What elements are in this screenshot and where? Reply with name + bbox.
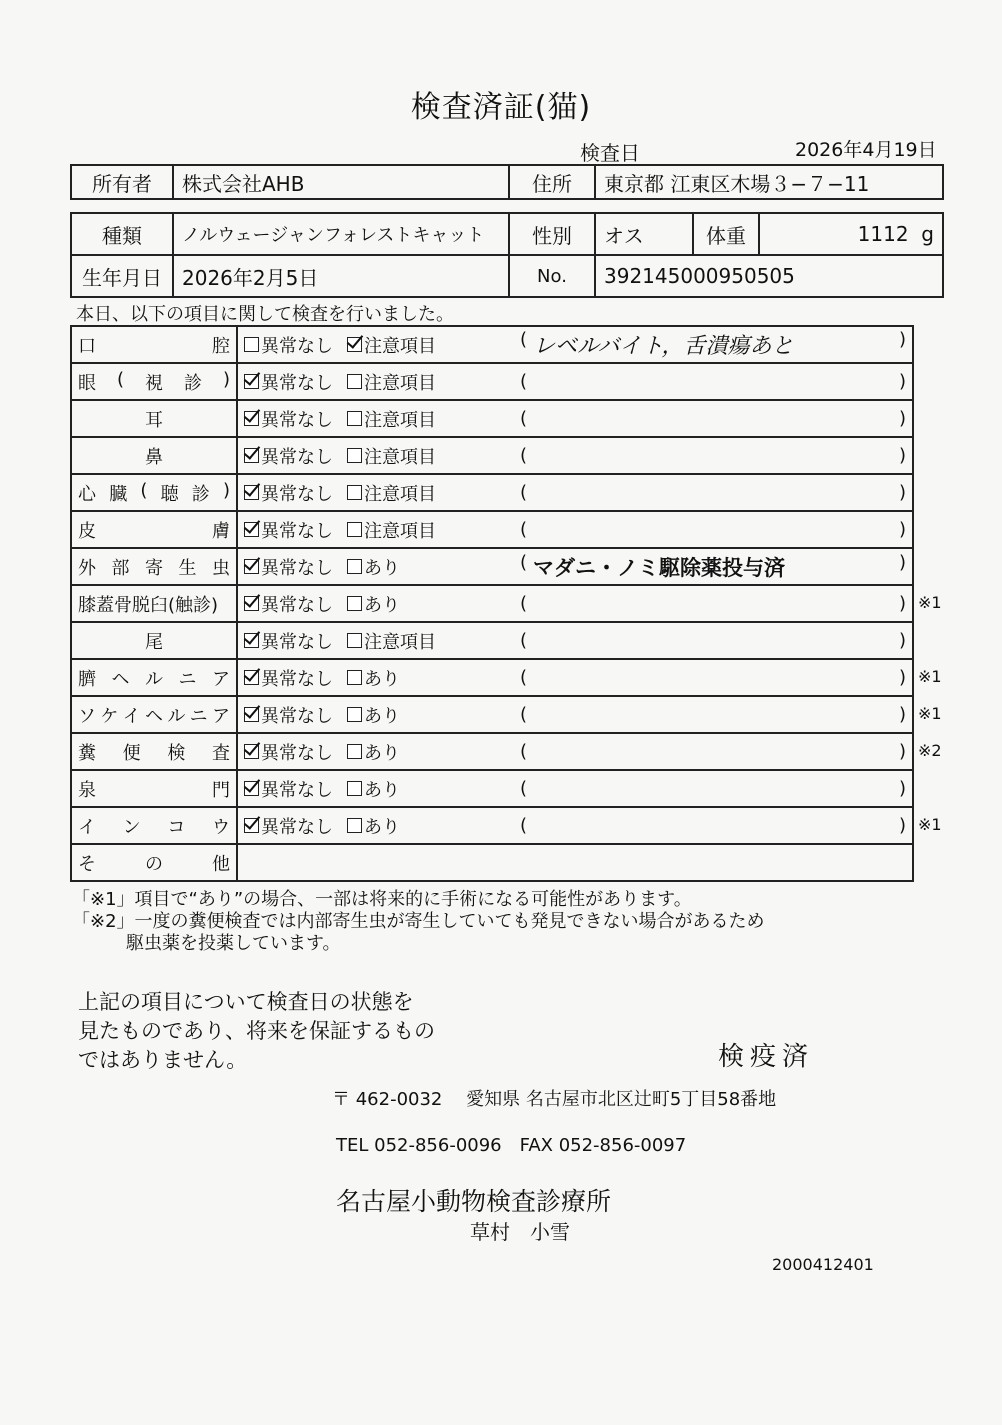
checkbox-normal-label: 異常なし xyxy=(261,557,333,579)
note-text xyxy=(527,630,899,651)
row-note xyxy=(514,622,913,659)
row-item-char: 検 xyxy=(167,742,186,764)
checkbox-flag[interactable] xyxy=(347,406,436,432)
open-paren: ( xyxy=(520,704,528,725)
row-item xyxy=(71,770,237,807)
row-item-char: ル xyxy=(145,668,163,690)
checkbox-flag-box[interactable] xyxy=(347,670,362,685)
sex-value: オス xyxy=(595,213,693,255)
checkbox-normal-label: 異常なし xyxy=(261,483,333,505)
row-note xyxy=(514,585,913,622)
row-note xyxy=(514,770,913,807)
note-text xyxy=(527,408,899,429)
checkbox-flag[interactable] xyxy=(347,443,436,469)
checkbox-flag-label: あり xyxy=(364,779,400,801)
note-text xyxy=(527,593,899,614)
checkbox-flag-box[interactable] xyxy=(347,633,362,648)
table-row xyxy=(71,437,913,474)
footnote-mark: ※2 xyxy=(918,741,942,760)
checkbox-flag[interactable] xyxy=(347,739,400,765)
row-checks xyxy=(237,511,514,548)
table-row xyxy=(71,696,913,733)
checkbox-normal-box[interactable] xyxy=(244,485,259,500)
row-item-char: 便 xyxy=(122,742,141,764)
row-item-char: 虫 xyxy=(212,557,230,579)
staff-name: 草村 小雪 xyxy=(470,1220,570,1244)
checkbox-normal-box[interactable] xyxy=(244,596,259,611)
open-paren: ( xyxy=(520,519,528,540)
close-paren: ) xyxy=(898,329,906,350)
weight-value: 1112 xyxy=(857,222,909,246)
checkbox-normal-box[interactable] xyxy=(244,559,259,574)
row-item-char: 膝蓋骨脱臼(触診) xyxy=(78,594,219,616)
row-item-char: 診 xyxy=(183,372,202,394)
row-checks xyxy=(237,770,514,807)
footnote-mark: ※1 xyxy=(918,593,942,612)
row-item-char: 臍 xyxy=(78,668,96,690)
disclaimer-line-3: ではありません。 xyxy=(78,1048,248,1072)
row-item-label xyxy=(78,591,230,617)
inspection-table xyxy=(70,325,914,882)
row-item xyxy=(71,400,237,437)
open-paren: ( xyxy=(520,408,528,429)
row-item-char: ヘ xyxy=(111,668,130,690)
table-row xyxy=(71,622,913,659)
checkbox-flag-box[interactable] xyxy=(347,818,362,833)
checkbox-normal-label: 異常なし xyxy=(261,520,333,542)
row-item-label xyxy=(78,850,230,876)
disclaimer xyxy=(78,988,435,1075)
checkbox-normal-label: 異常なし xyxy=(261,742,333,764)
row-item xyxy=(71,326,237,363)
checkbox-normal-box[interactable] xyxy=(244,670,259,685)
table-row xyxy=(71,326,913,363)
number-value: 392145000950505 xyxy=(595,255,943,297)
row-item-label xyxy=(78,628,230,654)
checkbox-flag-box[interactable] xyxy=(347,522,362,537)
checkbox-flag-box[interactable] xyxy=(347,448,362,463)
note-text xyxy=(527,667,899,688)
close-paren: ) xyxy=(898,371,906,392)
table-row xyxy=(71,770,913,807)
note-text: マダニ・ノミ駆除薬投与済 xyxy=(533,555,786,580)
table-row xyxy=(71,400,913,437)
row-item xyxy=(71,622,237,659)
checkbox-normal[interactable] xyxy=(244,813,333,839)
row-checks xyxy=(237,474,514,511)
row-item-label xyxy=(78,554,230,580)
row-checks xyxy=(237,437,514,474)
row-note xyxy=(514,548,913,585)
row-note xyxy=(514,807,913,844)
checkbox-normal[interactable] xyxy=(244,517,333,543)
checkbox-normal[interactable] xyxy=(244,665,333,691)
row-item-char: ア xyxy=(211,705,230,727)
checkbox-flag[interactable] xyxy=(347,776,400,802)
clinic-name: 名古屋小動物検査診療所 xyxy=(336,1187,612,1216)
document-number: 2000412401 xyxy=(772,1255,874,1274)
close-paren: ) xyxy=(898,630,906,651)
row-item-char: ) xyxy=(222,479,230,501)
row-item-char: コ xyxy=(167,816,186,838)
row-item-label xyxy=(78,332,230,358)
open-paren: ( xyxy=(520,371,528,392)
checkbox-flag[interactable] xyxy=(347,702,400,728)
footnote-2-line-1: 「※2」一度の糞便検査では内部寄生虫が寄生していても発見できない場合があるため xyxy=(72,911,765,932)
close-paren: ) xyxy=(898,445,906,466)
owner-table xyxy=(70,164,944,200)
row-item-char: ウ xyxy=(211,816,230,838)
checkbox-flag-box[interactable] xyxy=(347,374,362,389)
table-row xyxy=(71,548,913,585)
note-text xyxy=(527,371,899,392)
checkbox-flag-box[interactable] xyxy=(347,744,362,759)
row-item xyxy=(71,548,237,585)
checkbox-flag[interactable] xyxy=(347,628,436,654)
footnote-2-line-2: 駆虫薬を投薬しています。 xyxy=(126,933,341,954)
open-paren: ( xyxy=(520,593,528,614)
footnote-2 xyxy=(72,911,765,955)
open-paren: ( xyxy=(520,445,528,466)
table-row xyxy=(71,363,913,400)
row-item-char: ヘ xyxy=(144,705,163,727)
row-note xyxy=(514,437,913,474)
row-item-label xyxy=(78,406,230,432)
open-paren: ( xyxy=(520,551,528,573)
row-item-char: ル xyxy=(167,705,186,727)
note-text xyxy=(527,778,899,799)
row-item-char: ( xyxy=(140,479,148,501)
footnote-mark: ※1 xyxy=(918,667,942,686)
row-item-char: 他 xyxy=(212,853,230,875)
checkbox-normal-box[interactable] xyxy=(244,337,259,352)
checkbox-normal[interactable] xyxy=(244,480,333,506)
breed-value: ノルウェージャンフォレストキャット xyxy=(173,213,509,255)
row-item-label xyxy=(78,369,230,395)
checkbox-flag-label: 注意項目 xyxy=(364,520,436,542)
row-item-label xyxy=(78,480,230,506)
note-text: レベルバイト，舌潰瘍あと xyxy=(533,334,794,359)
breed-label: 種類 xyxy=(71,213,173,255)
checkbox-flag-label: 注意項目 xyxy=(364,335,436,357)
checkbox-normal-box[interactable] xyxy=(244,744,259,759)
row-checks xyxy=(237,585,514,622)
row-item-char: ソ xyxy=(78,705,96,727)
row-item xyxy=(71,585,237,622)
checkbox-flag-box[interactable] xyxy=(347,337,362,352)
close-paren: ) xyxy=(898,815,906,836)
row-item xyxy=(71,733,237,770)
row-item-label xyxy=(78,739,230,765)
close-paren: ) xyxy=(898,778,906,799)
checkbox-flag-label: あり xyxy=(364,816,400,838)
quarantine-stamp: 検疫済 xyxy=(718,1042,815,1072)
checkbox-normal-box[interactable] xyxy=(244,448,259,463)
row-item-char: 聴 xyxy=(160,483,179,505)
inspection-date-value: 2026年4月19日 xyxy=(795,139,937,161)
row-checks xyxy=(237,363,514,400)
checkbox-flag-label: 注意項目 xyxy=(364,446,436,468)
row-item-char: そ xyxy=(78,853,96,875)
row-note xyxy=(514,659,913,696)
clinic-address: 〒 462-0032 愛知県 名古屋市北区辻町5丁目58番地 xyxy=(332,1089,777,1110)
animal-table xyxy=(70,212,944,298)
open-paren: ( xyxy=(520,778,528,799)
row-item-char: 泉 xyxy=(78,779,96,801)
row-note xyxy=(514,474,913,511)
row-checks xyxy=(237,696,514,733)
address-label: 住所 xyxy=(509,165,595,199)
weight-unit: g xyxy=(921,222,934,246)
row-item-char: ン xyxy=(122,816,141,838)
checkbox-normal[interactable] xyxy=(244,554,333,580)
checkbox-flag-label: 注意項目 xyxy=(364,409,436,431)
owner-value: 株式会社AHB xyxy=(173,165,509,199)
table-row xyxy=(71,659,913,696)
checkbox-normal-label: 異常なし xyxy=(261,372,333,394)
row-item-char: ア xyxy=(212,668,230,690)
birthdate-value: 2026年2月5日 xyxy=(173,255,509,297)
note-text xyxy=(527,704,899,725)
row-item-char: ニ xyxy=(189,705,208,727)
close-paren: ) xyxy=(898,741,906,762)
row-note xyxy=(514,733,913,770)
row-item-label xyxy=(78,443,230,469)
disclaimer-line-1: 上記の項目について検査日の状態を xyxy=(78,990,414,1014)
row-item-label xyxy=(78,776,230,802)
checkbox-normal[interactable] xyxy=(244,443,333,469)
checkbox-flag[interactable] xyxy=(347,517,436,543)
open-paren: ( xyxy=(520,667,528,688)
checkbox-normal[interactable] xyxy=(244,406,333,432)
table-row xyxy=(71,733,913,770)
row-item-char: ケ xyxy=(100,705,119,727)
row-item xyxy=(71,511,237,548)
checkbox-flag[interactable] xyxy=(347,480,436,506)
open-paren: ( xyxy=(520,815,528,836)
checkbox-normal-box[interactable] xyxy=(244,633,259,648)
page-title: 検査済証(猫) xyxy=(410,90,592,125)
close-paren: ) xyxy=(898,408,906,429)
checkbox-flag-label: あり xyxy=(364,668,400,690)
checkbox-normal[interactable] xyxy=(244,702,333,728)
row-item-char: 口 xyxy=(78,335,96,357)
checkbox-flag[interactable] xyxy=(347,369,436,395)
checkbox-normal-label: 異常なし xyxy=(261,705,333,727)
weight-label: 体重 xyxy=(693,213,759,255)
checkbox-normal-label: 異常なし xyxy=(261,779,333,801)
checkbox-flag-label: 注意項目 xyxy=(364,372,436,394)
checkbox-flag-box[interactable] xyxy=(347,596,362,611)
row-item xyxy=(71,474,237,511)
birthdate-label: 生年月日 xyxy=(71,255,173,297)
row-item-char: ニ xyxy=(178,668,197,690)
row-checks xyxy=(237,400,514,437)
address-value: 東京都 江東区木場３−７−11 xyxy=(595,165,943,199)
table-row xyxy=(71,585,913,622)
note-text xyxy=(527,741,899,762)
checkbox-flag-label: 注意項目 xyxy=(364,631,436,653)
row-item xyxy=(71,844,237,881)
note-text xyxy=(527,519,899,540)
checkbox-normal-box[interactable] xyxy=(244,818,259,833)
row-item xyxy=(71,659,237,696)
table-row xyxy=(71,474,913,511)
row-item-char: 外 xyxy=(78,557,96,579)
open-paren: ( xyxy=(520,329,528,350)
note-text xyxy=(527,445,899,466)
footnote-mark: ※1 xyxy=(918,815,942,834)
table-row-other xyxy=(71,844,913,881)
row-item-char: 門 xyxy=(212,779,230,801)
note-text xyxy=(527,482,899,503)
checkbox-flag-box[interactable] xyxy=(347,411,362,426)
row-item-char: 鼻 xyxy=(145,446,163,468)
checkbox-normal-label: 異常なし xyxy=(261,409,333,431)
open-paren: ( xyxy=(520,741,528,762)
row-item-char: 膚 xyxy=(212,520,230,542)
checkbox-flag-box[interactable] xyxy=(347,559,362,574)
checkbox-normal-label: 異常なし xyxy=(261,335,333,357)
row-checks xyxy=(237,548,514,585)
checkbox-normal[interactable] xyxy=(244,332,333,358)
row-item xyxy=(71,437,237,474)
checkbox-flag-box[interactable] xyxy=(347,781,362,796)
number-label: No. xyxy=(509,255,595,297)
owner-label: 所有者 xyxy=(71,165,173,199)
row-item-char: 心 xyxy=(78,483,96,505)
checkbox-flag[interactable] xyxy=(347,665,400,691)
checkbox-flag-box[interactable] xyxy=(347,707,362,722)
checkbox-flag[interactable] xyxy=(347,591,400,617)
row-note xyxy=(514,326,913,363)
row-other-note xyxy=(237,844,913,881)
row-item xyxy=(71,807,237,844)
checkbox-flag-label: あり xyxy=(364,705,400,727)
checkbox-flag-label: あり xyxy=(364,557,400,579)
checkbox-normal-label: 異常なし xyxy=(261,816,333,838)
row-item xyxy=(71,696,237,733)
checkbox-normal[interactable] xyxy=(244,739,333,765)
sex-label: 性別 xyxy=(509,213,595,255)
row-item xyxy=(71,363,237,400)
close-paren: ) xyxy=(898,704,906,725)
row-item-char: ) xyxy=(222,368,230,390)
row-item-char: 査 xyxy=(211,742,230,764)
checkbox-flag-label: あり xyxy=(364,594,400,616)
row-item-char: 寄 xyxy=(145,557,163,579)
checkbox-flag[interactable] xyxy=(347,554,400,580)
row-item-char: イ xyxy=(78,816,96,838)
checkbox-normal-label: 異常なし xyxy=(261,594,333,616)
row-item-char: 部 xyxy=(111,557,130,579)
row-item-label xyxy=(78,517,230,543)
row-item-char: 尾 xyxy=(145,631,163,653)
row-item-char: イ xyxy=(122,705,141,727)
footnote-1: 「※1」項目で“あり”の場合、一部は将来的に手術になる可能性があります。 xyxy=(72,889,692,910)
checkbox-flag-label: あり xyxy=(364,742,400,764)
close-paren: ) xyxy=(898,519,906,540)
row-item-char: 皮 xyxy=(78,520,96,542)
row-item-char: 糞 xyxy=(78,742,96,764)
row-item-char: 耳 xyxy=(145,409,163,431)
row-item-label xyxy=(78,813,230,839)
row-item-char: 診 xyxy=(191,483,210,505)
open-paren: ( xyxy=(520,482,528,503)
close-paren: ) xyxy=(898,667,906,688)
checkbox-normal-label: 異常なし xyxy=(261,446,333,468)
checkbox-normal-label: 異常なし xyxy=(261,668,333,690)
row-note xyxy=(514,363,913,400)
table-row xyxy=(71,511,913,548)
row-item-char: 臓 xyxy=(109,483,128,505)
open-paren: ( xyxy=(520,630,528,651)
checkbox-normal-box[interactable] xyxy=(244,522,259,537)
note-text xyxy=(527,815,899,836)
clinic-tel: TEL 052-856-0096 FAX 052-856-0097 xyxy=(336,1135,687,1156)
row-note xyxy=(514,511,913,548)
close-paren: ) xyxy=(898,482,906,503)
close-paren: ) xyxy=(898,551,906,573)
checkbox-normal-box[interactable] xyxy=(244,374,259,389)
row-note xyxy=(514,400,913,437)
row-checks xyxy=(237,622,514,659)
row-item-char: 生 xyxy=(178,557,197,579)
weight-cell xyxy=(759,213,943,255)
checkbox-flag-label: 注意項目 xyxy=(364,483,436,505)
row-item-char: 眼 xyxy=(78,372,96,394)
inspection-date-label: 検査日 xyxy=(580,141,640,165)
checkbox-flag[interactable] xyxy=(347,332,436,358)
checkbox-normal-box[interactable] xyxy=(244,781,259,796)
row-item-char: 腔 xyxy=(212,335,230,357)
checkbox-normal[interactable] xyxy=(244,591,333,617)
close-paren: ) xyxy=(898,593,906,614)
checkbox-flag[interactable] xyxy=(347,813,400,839)
row-checks xyxy=(237,326,514,363)
table-row xyxy=(71,807,913,844)
checkbox-flag-box[interactable] xyxy=(347,485,362,500)
checkbox-normal[interactable] xyxy=(244,776,333,802)
row-checks xyxy=(237,659,514,696)
checkbox-normal-box[interactable] xyxy=(244,707,259,722)
row-checks xyxy=(237,807,514,844)
row-item-char: ( xyxy=(116,368,125,390)
row-note xyxy=(514,696,913,733)
row-item-char: 視 xyxy=(145,372,163,394)
checkbox-normal[interactable] xyxy=(244,369,333,395)
intro-text: 本日、以下の項目に関して検査を行いました。 xyxy=(76,304,454,325)
row-item-char: の xyxy=(145,853,163,875)
disclaimer-line-2: 見たものであり、将来を保証するもの xyxy=(78,1019,435,1043)
row-item-label xyxy=(78,702,230,728)
checkbox-normal[interactable] xyxy=(244,628,333,654)
checkbox-normal-label: 異常なし xyxy=(261,631,333,653)
checkbox-normal-box[interactable] xyxy=(244,411,259,426)
footnote-mark: ※1 xyxy=(918,704,942,723)
row-item-label xyxy=(78,665,230,691)
row-checks xyxy=(237,733,514,770)
